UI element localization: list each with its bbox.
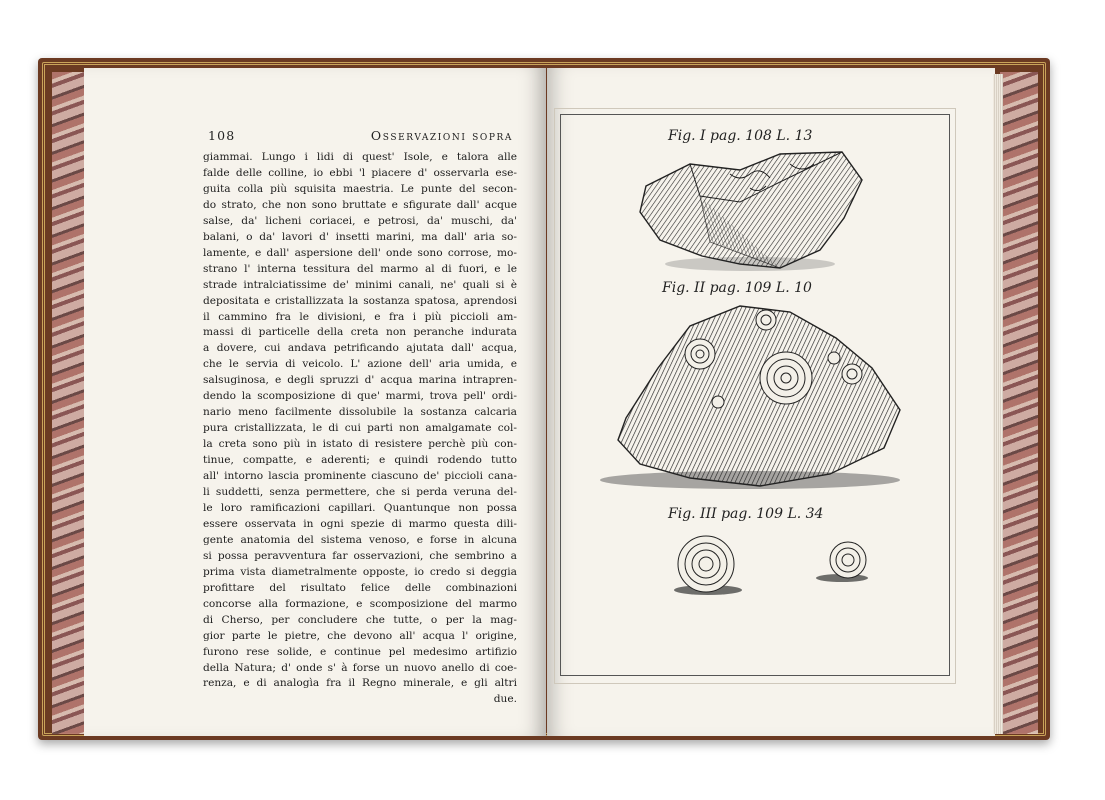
body-text <box>203 150 517 708</box>
text-line: salse, da' licheni coriacei, e petrosi, da' muschi, da' <box>203 214 517 227</box>
text-line: li suddetti, senza permettere, che si perda veruna del- <box>203 486 517 499</box>
text-line: le loro ramificazioni capillari. Quantunque non possa <box>203 501 517 514</box>
text-line: la creta sono più in istato di resistere perchè più con- <box>203 438 517 451</box>
page-edges <box>993 74 1003 734</box>
text-line: salsuginosa, e degli spruzzi d' acqua marina intrapren- <box>203 374 517 387</box>
text-line: si possa peravventura far osservazioni, che sembrino a <box>203 549 517 562</box>
page-number: 108 <box>208 128 236 143</box>
text-line: massi di particelle della creta non peranche indurata <box>203 326 517 339</box>
text-line: gior parte le pietre, che devono all' acqua l' origine, <box>203 629 517 642</box>
text-line: all' intorno lascia prominente ciascuno de' piccioli cana- <box>203 470 517 483</box>
marbled-endpaper-left <box>52 72 86 734</box>
text-line: balani, o da' lavori d' insetti marini, ma dall' aria so- <box>203 230 517 243</box>
text-line: di Cherso, per concludere che tutte, o per la mag- <box>203 613 517 626</box>
fig-2-caption: Fig. II pag. 109 L. 10 <box>662 280 812 296</box>
text-line: lamente, e dall' aspersione dell' onde sono corrose, mo- <box>203 246 517 259</box>
fig-1-caption: Fig. I pag. 108 L. 13 <box>668 128 813 144</box>
text-line: depositata e cristallizzata la sostanza spatosa, aprendosi <box>203 294 517 307</box>
text-line: guita colla più squisita maestria. Le punte del secon- <box>203 182 517 195</box>
text-line: prima vista diametralmente opposte, io credo si deggia <box>203 565 517 578</box>
text-line: renza, e di analogìa fra il Regno minerale, e gli altri <box>203 677 517 690</box>
text-line: della Natura; d' onde s' à forse un nuovo anello di coe- <box>203 661 517 674</box>
fig-3-caption: Fig. III pag. 109 L. 34 <box>668 506 824 522</box>
fig-1-engraving <box>630 146 870 276</box>
text-line: concorse alla formazione, e scomposizione del marmo <box>203 597 517 610</box>
text-line: strade intralciatissime de' minimi canali, ne' quali si è <box>203 278 517 291</box>
text-line: due. <box>493 693 517 706</box>
text-line: strano l' interna tessitura del marmo al di fuori, e le <box>203 262 517 275</box>
marbled-endpaper-right <box>1000 72 1038 734</box>
text-line: che le servia di veicolo. L' azione dell' aria umida, e <box>203 358 517 371</box>
text-line: giammai. Lungo i lidi di quest' Isole, e talora alle <box>203 151 517 163</box>
fig-2-engraving <box>600 298 910 494</box>
text-line: nario meno facilmente dissolubile la sostanza calcaria <box>203 406 517 419</box>
text-line: il cammino fra le divisioni, e fra i più piccioli am- <box>203 310 517 323</box>
running-title: Osservazioni sopra <box>370 128 513 143</box>
text-line: profittare del risultato felice delle combinazioni <box>203 581 517 594</box>
text-line: a dovere, cui andava petrificando ajutata dall' acqua, <box>203 342 517 355</box>
text-line: do strato, che non sono bruttate e sfigurate dall' acque <box>203 198 517 211</box>
text-line: dendo la scomposizione di que' marmi, trova pell' ordi- <box>203 390 517 403</box>
text-line: pura cristallizzata, le di cui parti non amalgamate col- <box>203 422 517 435</box>
text-line: tinue, compatte, e aderenti; e quindi rodendo tutto <box>203 454 517 467</box>
fig-3-engraving <box>650 528 890 608</box>
text-line: gente anatomia del sistema venoso, e forse in alcuna <box>203 533 517 546</box>
text-line: falde delle colline, io ebbi 'l piacere d' osservarla ese- <box>203 166 517 179</box>
running-head <box>208 128 513 143</box>
text-line: essere osservata in ogni spezie di marmo questa dili- <box>203 517 517 530</box>
text-line: furono rese solide, e continue pel medesimo artifizio <box>203 645 517 658</box>
